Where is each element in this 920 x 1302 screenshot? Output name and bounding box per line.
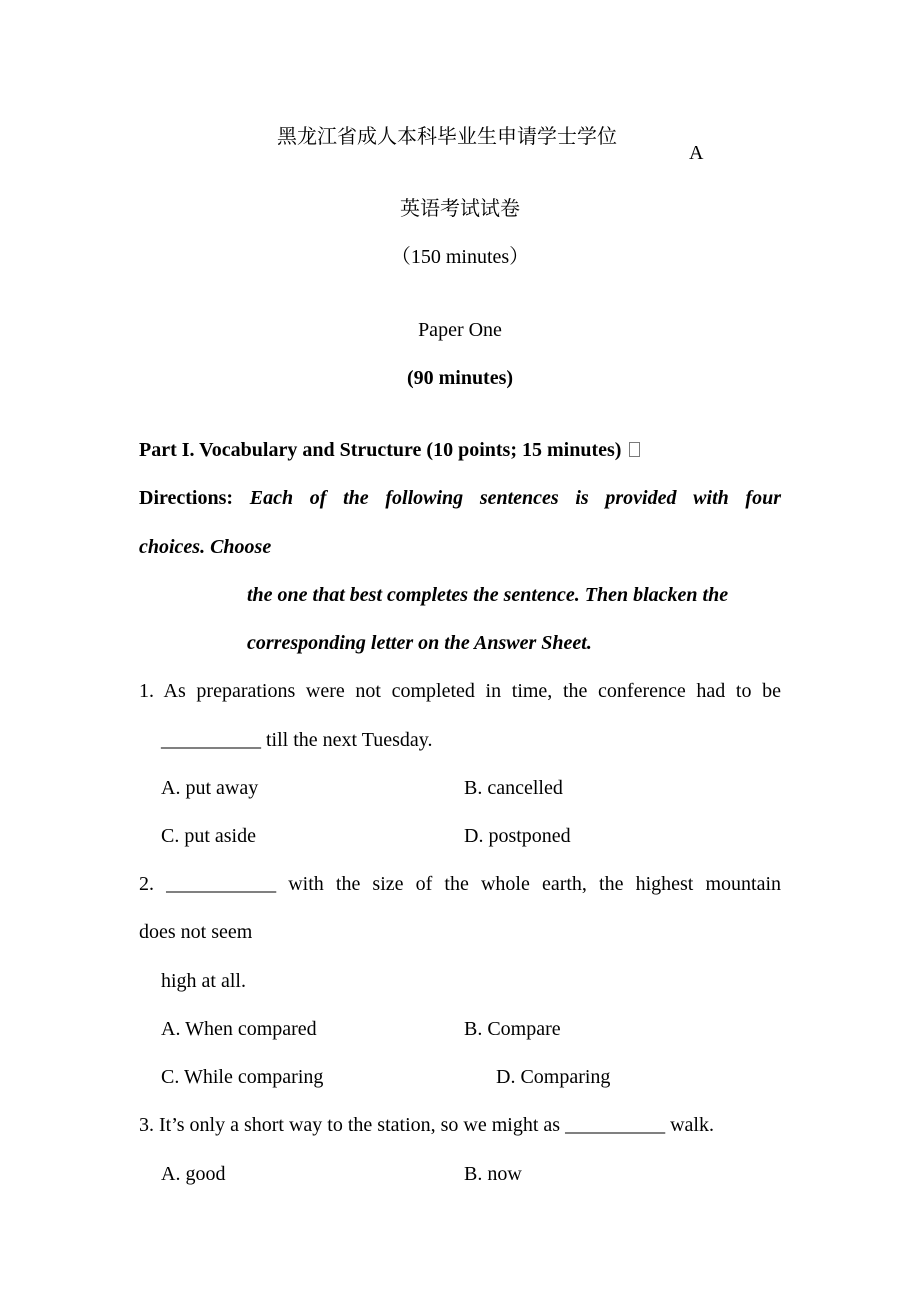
question-2-option-d: D. Comparing	[496, 1066, 611, 1088]
checkbox-glyph-icon	[629, 442, 640, 457]
part1-heading: Part I. Vocabulary and Structure (10 points; 15 minutes)	[139, 439, 622, 461]
directions-text-4: corresponding letter on the Answer Sheet.	[247, 632, 592, 654]
question-1-option-a: A. put away	[161, 777, 259, 799]
question-1-option-c: C. put aside	[161, 825, 256, 847]
directions-text-1: Each of the following sentences is provided with four	[249, 487, 781, 509]
question-2-option-b: B. Compare	[464, 1018, 561, 1040]
directions-text-2: choices. Choose	[139, 536, 272, 558]
directions-text-3: the one that best completes the sentence. Then blacken the	[247, 584, 729, 606]
question-1-option-b: B. cancelled	[464, 777, 563, 799]
question-2-stem-line1: 2. ___________ with the size of the whole earth, the highest mountain	[139, 873, 781, 895]
paper-time: (90 minutes)	[406, 367, 514, 389]
directions-line1-row	[139, 488, 781, 508]
question-2-stem-line2: does not seem	[139, 921, 253, 943]
question-1-stem-line1: 1. As preparations were not completed in time, the conference had to be	[139, 680, 781, 702]
question-3-option-a: A. good	[161, 1163, 226, 1185]
question-2-option-c: C. While comparing	[161, 1066, 324, 1088]
question-2-option-a: A. When compared	[161, 1018, 317, 1040]
question-2-stem-line3: high at all.	[161, 970, 246, 992]
question-1-option-d: D. postponed	[464, 825, 571, 847]
paper-name: Paper One	[418, 319, 502, 341]
question-1-stem-line2: __________ till the next Tuesday.	[161, 729, 433, 751]
total-time: （150 minutes）	[390, 246, 530, 268]
exam-subtitle-cn: 英语考试试卷	[400, 196, 520, 220]
question-3-stem-line1: 3. It’s only a short way to the station, so we might as __________ walk.	[139, 1114, 714, 1136]
part1-heading-row	[139, 440, 640, 460]
question-3-option-b: B. now	[464, 1163, 522, 1185]
exam-title-cn: 黑龙江省成人本科毕业生申请学士学位	[277, 124, 617, 148]
paper-code: A	[689, 142, 704, 164]
directions-label: Directions:	[139, 487, 234, 509]
